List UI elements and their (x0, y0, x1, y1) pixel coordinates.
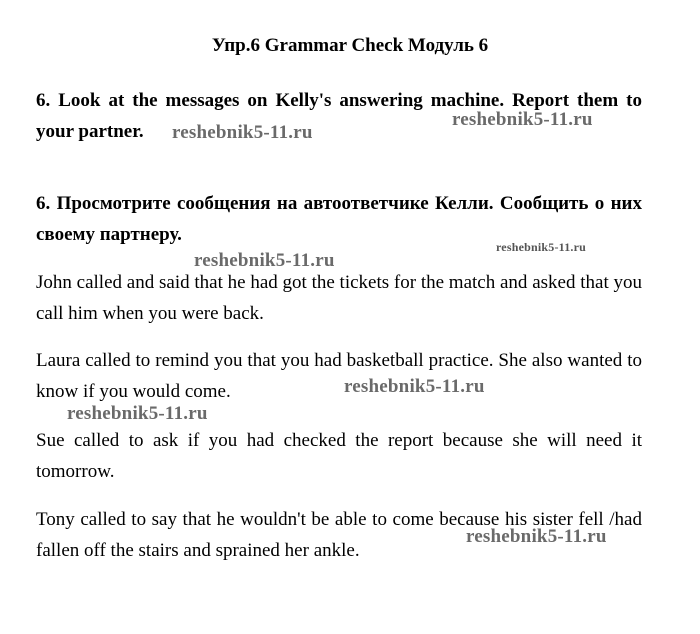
answer-laura: Laura called to remind you that you had basketball practice. She also wanted to know if you would come. (36, 350, 642, 402)
watermark: reshebnik5-11.ru (194, 250, 335, 271)
page-title: Упр.6 Grammar Check Модуль 6 (211, 35, 489, 56)
watermark: reshebnik5-11.ru (344, 376, 485, 397)
answer-sue: Sue called to ask if you had checked the report because she will need it tomorrow. (36, 430, 642, 482)
task-instruction-russian: 6. Просмотрите сообщения на автоответчике Келли. Сообщить о них своему партнеру. (36, 193, 642, 245)
task-instruction-english: 6. Look at the messages on Kelly's answering machine. Report them to your partner. (36, 90, 642, 142)
watermark: reshebnik5-11.ru (67, 403, 208, 424)
answer-tony: Tony called to say that he wouldn't be able to come because his sister fell /had fallen off the stairs and sprained her ankle. (36, 509, 642, 561)
answer-john: John called and said that he had got the tickets for the match and asked that you call him when you were back. (36, 272, 642, 324)
watermark: reshebnik5-11.ru (172, 122, 313, 143)
watermark: reshebnik5-11.ru (466, 526, 607, 547)
watermark: reshebnik5-11.ru (496, 240, 586, 254)
watermark: reshebnik5-11.ru (452, 109, 593, 130)
